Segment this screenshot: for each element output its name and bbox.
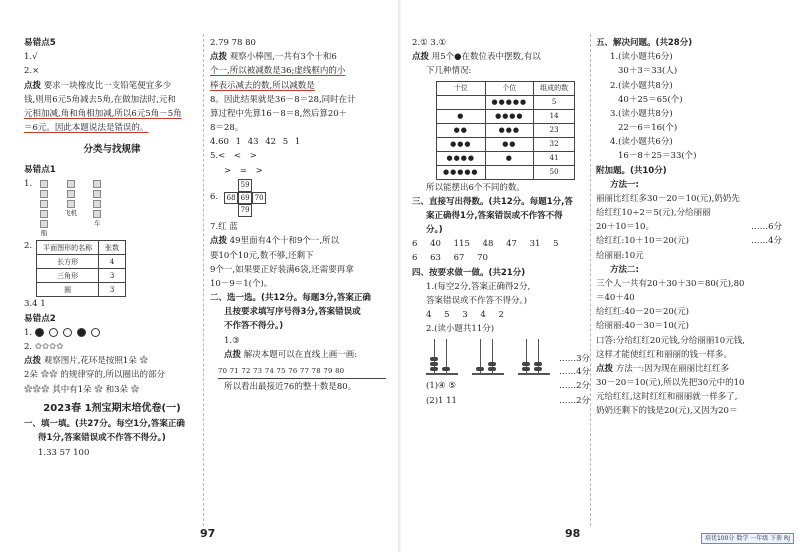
explanation-text: 其中有1朵 xyxy=(52,384,92,395)
question-heading: 附加题。(共10分) xyxy=(596,165,667,176)
answer-line: 6 40 115 48 47 31 5 xyxy=(412,239,559,250)
column-1 xyxy=(24,36,200,461)
table-cell: 23 xyxy=(534,123,575,137)
answer-line: 给红红:40－20＝20(元) xyxy=(596,307,689,318)
circle-icon xyxy=(49,328,58,337)
answer-line xyxy=(24,341,200,354)
answer-line: 2. xyxy=(24,241,33,252)
bar-label: 飞机 xyxy=(64,209,78,218)
answer-row xyxy=(412,395,590,408)
tip-label: 点拨 xyxy=(210,236,228,247)
explanation-text: ＝6元。因此本题说法是错误的。 xyxy=(24,123,149,134)
table-cell: ●● xyxy=(437,123,486,137)
table-row xyxy=(37,269,126,283)
explanation-text: 观察小棒图,一共有3个十和6 xyxy=(229,52,337,63)
table-cell: ●●● xyxy=(437,137,486,151)
table-row xyxy=(37,283,126,297)
explanation-text: 下几种情况: xyxy=(426,66,472,77)
tip-label: 点拨 xyxy=(412,52,430,63)
page-gutter xyxy=(398,0,402,552)
answer-line: 这样才能使红红和丽丽的钱一样多。 xyxy=(596,349,733,360)
section-heading: 易错点5 xyxy=(24,38,56,48)
exam-name: 期末培优卷(一) xyxy=(111,402,181,414)
flower-icon: ✿✿ xyxy=(40,370,58,381)
explanation-text: 方法一:因为现在丽丽比红红多 xyxy=(615,363,730,374)
table-cell: ●●●● xyxy=(485,109,534,123)
explanation-text: 要求一块橡皮比一支铅笔便宜多少 xyxy=(43,80,172,91)
answer-line: 30＋3＝33(人) xyxy=(618,66,678,77)
grid-cell: 70 xyxy=(252,192,266,205)
table-cell: 41 xyxy=(534,151,575,165)
answer-line: 4.60 1 43 42 5 1 xyxy=(210,137,301,148)
explanation-text: 奶奶还剩下的钱是20(元),又因为20＝ xyxy=(596,406,738,417)
number-grid-wrap xyxy=(210,179,386,218)
explanation-text: 观察图片,花环是按照1朵 xyxy=(43,356,137,367)
answer-text: 10÷2＝5(元),分给丽丽 xyxy=(621,208,711,219)
abacus-row xyxy=(412,337,590,379)
bar-label: 车 xyxy=(93,219,101,228)
answer-line: 2.× xyxy=(24,66,40,77)
explanation xyxy=(210,235,386,248)
answer-line: 给丽丽:10元 xyxy=(596,250,644,261)
explanation xyxy=(596,363,782,376)
answer-line: 给丽丽:40－30＝10(元) xyxy=(596,321,689,332)
answer-line: 6. xyxy=(210,192,219,203)
answer-line: 6 63 67 70 xyxy=(412,253,488,264)
answer-line: 口答:分给红红20元钱,分给丽丽10元钱, xyxy=(596,335,745,346)
table-row xyxy=(437,165,575,179)
method-label: 方法二: xyxy=(610,264,639,275)
tip-label: 点拨 xyxy=(596,363,614,374)
number-grid xyxy=(224,179,266,218)
score-label: ……6分 xyxy=(751,222,782,233)
explanation xyxy=(24,369,200,382)
table-cell: 50 xyxy=(534,165,575,179)
column-divider xyxy=(203,34,204,526)
chapter-title: 分类与找规律 xyxy=(83,144,141,156)
explanation xyxy=(412,51,590,64)
answer-line: 答案错误或不作答不得分。) xyxy=(426,295,528,306)
answer-line: 1.√ xyxy=(24,52,38,63)
table-row xyxy=(437,123,575,137)
explanation-text: 元相加减,角和角相加减,所以6元5角－5角 xyxy=(24,109,182,119)
answer-line: 4.(读小题共6分) xyxy=(610,137,673,148)
flower-icon: ✿✿✿✿ xyxy=(34,342,64,353)
shape-count-table xyxy=(36,240,126,297)
tip-label: 点拨 xyxy=(210,52,228,63)
question-heading: 且按要求填写序号得3分,答案错误或 xyxy=(224,307,361,318)
abacus-figure xyxy=(430,339,546,379)
explanation-text: 49里面有4个十和9个一,所以 xyxy=(229,236,340,247)
table-cell: ●● xyxy=(485,137,534,151)
table-cell: ●●●●● xyxy=(485,95,534,109)
table-row xyxy=(437,151,575,165)
question-heading: 四、按要求做一做。(共21分) xyxy=(412,267,526,278)
answer-line: 2.(读小题共8分) xyxy=(610,80,673,91)
grid-cell: 79 xyxy=(238,204,252,217)
answer-line: 16－8＋25＝33(个) xyxy=(618,151,697,162)
answer-line: 2.(读小题共11分) xyxy=(426,324,495,335)
flower-icon: ✿ xyxy=(130,384,140,395)
explanation-text: 10－9＝1(个)。 xyxy=(210,278,273,289)
answer-text: 给红红 xyxy=(596,208,622,219)
exam-title xyxy=(24,401,200,417)
table-cell: ●●● xyxy=(485,123,534,137)
explanation-text: 30－20＝10(元),所以先把30元中的10 xyxy=(596,378,745,389)
answer-line xyxy=(596,207,782,220)
score-label: ……3分 xyxy=(559,354,590,365)
score-label: ……4分 xyxy=(559,367,590,378)
answer-line: 给红红:10＋10＝20(元) xyxy=(596,236,689,247)
score-label: ……2分 xyxy=(559,381,590,392)
answer-row xyxy=(596,235,782,248)
circle-icon xyxy=(63,328,72,337)
table-cell: 3 xyxy=(99,283,126,297)
answer-line: 1.(每空2分,答案正确得2分, xyxy=(426,281,531,292)
grid-cell: 68 xyxy=(224,192,238,205)
question-heading: 案正确得1分,答案错误或不作答不得 xyxy=(426,210,563,221)
table-header: 个位 xyxy=(485,81,534,95)
table-row xyxy=(437,137,575,151)
place-value-table xyxy=(436,81,575,180)
table-row xyxy=(37,255,126,269)
explanation xyxy=(24,355,200,368)
tip-label: 点拨 xyxy=(224,349,242,360)
bar-column-boats xyxy=(40,180,48,228)
section-heading: 易错点1 xyxy=(24,165,56,176)
table-cell: ●●●●● xyxy=(437,165,486,179)
filled-circle-icon xyxy=(35,328,44,337)
table-cell: 圆 xyxy=(37,283,99,297)
question-heading: 不作答不得分。) xyxy=(224,321,284,332)
abacus-icon xyxy=(430,339,454,379)
abacus-icon xyxy=(476,339,500,379)
pictograph xyxy=(32,178,101,240)
bar-label: 船 xyxy=(40,229,48,238)
explanation-text: 算过程中先算16－8＝8,然后算20＋ xyxy=(210,108,348,119)
bar-figure-row xyxy=(24,178,200,240)
explanation-text: 棒表示减去的数,所以减数是 xyxy=(210,80,315,91)
answer-line: 20＋10＝10。 xyxy=(596,222,654,233)
explanation-text: 8＝28。 xyxy=(210,123,244,134)
table-cell: ● xyxy=(485,151,534,165)
table-header: 十位 xyxy=(437,81,486,95)
question-heading: 三、直接写出得数。(共12分。每题1分,答 xyxy=(412,196,573,207)
explanation-text: 要10个10元,数不够,还剩下 xyxy=(210,250,314,261)
explanation xyxy=(210,349,386,362)
flower-icon: ✿✿✿ xyxy=(24,384,50,395)
flower-icon: ✿ xyxy=(139,356,149,367)
answer-line: 1.③ xyxy=(224,335,240,346)
explanation-text: 所以能摆出6个不同的数。 xyxy=(426,182,525,193)
table-cell xyxy=(485,165,534,179)
bar-column-cars xyxy=(93,180,101,218)
explanation-text: 钱,则用6元5角减去5角,在做加法时,元和 xyxy=(24,94,176,105)
filled-circle-icon xyxy=(77,328,86,337)
answer-line: 3.(读小题共8分) xyxy=(610,108,673,119)
answer-line: ＝40＋40 xyxy=(596,293,635,304)
score-list xyxy=(559,353,590,379)
number-line-labels: 70 71 72 73 74 75 76 77 78 79 80 xyxy=(218,366,345,375)
table-row-wrap xyxy=(24,240,200,297)
table-cell: 长方形 xyxy=(37,255,99,269)
answer-line: 三个人一共有20＋30＋30＝80(元),80 xyxy=(596,278,745,289)
abacus-icon xyxy=(522,339,546,379)
answer-line: 40＋25＝65(个) xyxy=(618,94,683,105)
bar-column-planes xyxy=(64,180,77,208)
explanation-text: 用5个●在数位表中摆数,有以 xyxy=(431,52,541,63)
table-row xyxy=(437,95,575,109)
column-2 xyxy=(210,36,386,395)
question-heading: 五、解决问题。(共28分) xyxy=(596,38,693,48)
answer-line: 2.79 78 80 xyxy=(210,38,256,48)
column-3 xyxy=(412,36,590,409)
exam-year: 2023春 1剂宝 xyxy=(43,402,112,414)
explanation-text: 个一,所以被减数是36;虚线框内的小 xyxy=(210,66,346,77)
table-cell: 5 xyxy=(534,95,575,109)
answer-line: 5.< < > xyxy=(210,151,257,162)
table-header: 张数 xyxy=(99,241,126,255)
explanation-text: 8。因此结果就是36－8＝28,同时在计 xyxy=(210,94,356,105)
table-cell: ● xyxy=(437,109,486,123)
grid-cell: 69 xyxy=(238,192,252,205)
answer-line: 4 5 3 4 2 xyxy=(426,310,504,321)
answer-line: 1.33 57 100 xyxy=(38,447,90,458)
table-cell: 14 xyxy=(534,109,575,123)
question-heading: 分。) xyxy=(426,225,443,236)
page-number: 98 xyxy=(565,526,581,540)
explanation-text: 2朵 xyxy=(24,370,38,381)
table-header: 组成的数 xyxy=(534,81,575,95)
question-heading: 二、选一选。(共12分。每题3分,答案正确 xyxy=(210,293,371,304)
explanation-text: 解决本题可以在直线上画一画: xyxy=(243,349,358,360)
table-cell: 三角形 xyxy=(37,269,99,283)
answer-number: 2. xyxy=(24,342,33,353)
table-cell: ●●●● xyxy=(437,151,486,165)
flower-icon: ✿ xyxy=(94,384,103,395)
answer-line: 2.① 3.① xyxy=(412,38,447,48)
score-label: ……2分 xyxy=(559,395,590,406)
answer-line: 7.红 蓝 xyxy=(210,222,238,233)
answer-line: 22－6＝16(个) xyxy=(618,123,678,134)
tip-label: 点拨 xyxy=(24,356,42,367)
circle-pattern xyxy=(24,327,200,340)
question-heading: 得1分,答案错误或不作答不得分。) xyxy=(38,433,166,444)
table-cell: 4 xyxy=(99,255,126,269)
answer-line: (1)④ ⑤ xyxy=(426,381,456,392)
table-header: 平面图形的名称 xyxy=(37,241,99,255)
table-cell: 3 xyxy=(99,269,126,283)
answer-row xyxy=(412,380,590,393)
answer-line: 1. xyxy=(24,327,33,338)
answer-line: 1.(读小题共6分) xyxy=(610,52,673,63)
table-cell: 32 xyxy=(534,137,575,151)
explanation-text: 元给红红,这时红红和丽丽就一样多了, xyxy=(596,392,738,403)
score-label: ……4分 xyxy=(751,236,782,247)
explanation xyxy=(210,51,386,64)
answer-line: > = > xyxy=(224,165,263,176)
answer-row xyxy=(596,221,782,234)
column-divider xyxy=(590,34,591,526)
explanation-text: 9个一,如果要正好装满6袋,还需要再拿 xyxy=(210,264,354,275)
table-row xyxy=(437,109,575,123)
circle-icon xyxy=(91,328,100,337)
book-badge: 培优100分 数学 一年级 下册 RJ xyxy=(701,533,794,544)
grid-cell: 59 xyxy=(238,179,252,192)
tip-label: 点拨 xyxy=(24,80,42,91)
page-number: 97 xyxy=(200,526,216,540)
answer-line: (2)1 11 xyxy=(426,395,457,406)
table-cell xyxy=(437,95,486,109)
explanation-text: 和3朵 xyxy=(105,384,128,395)
number-line xyxy=(218,366,386,379)
explanation xyxy=(24,384,200,397)
question-heading: 一、填一填。(共27分。每空1分,答案正确 xyxy=(24,419,185,430)
answer-line: 3.4 1 xyxy=(24,299,46,310)
section-heading: 易错点2 xyxy=(24,313,56,324)
answer-line: 1. xyxy=(24,179,33,190)
explanation-text: 的规律穿的,所以圈出的部分 xyxy=(60,370,166,381)
method-label: 方法一: xyxy=(610,179,639,190)
explanation-text: 所以看出最接近76的整十数是80。 xyxy=(224,381,357,392)
column-4 xyxy=(596,36,782,420)
answer-line: 丽丽比红红多30－20＝10(元),奶奶先 xyxy=(596,193,740,204)
explanation xyxy=(24,80,200,93)
